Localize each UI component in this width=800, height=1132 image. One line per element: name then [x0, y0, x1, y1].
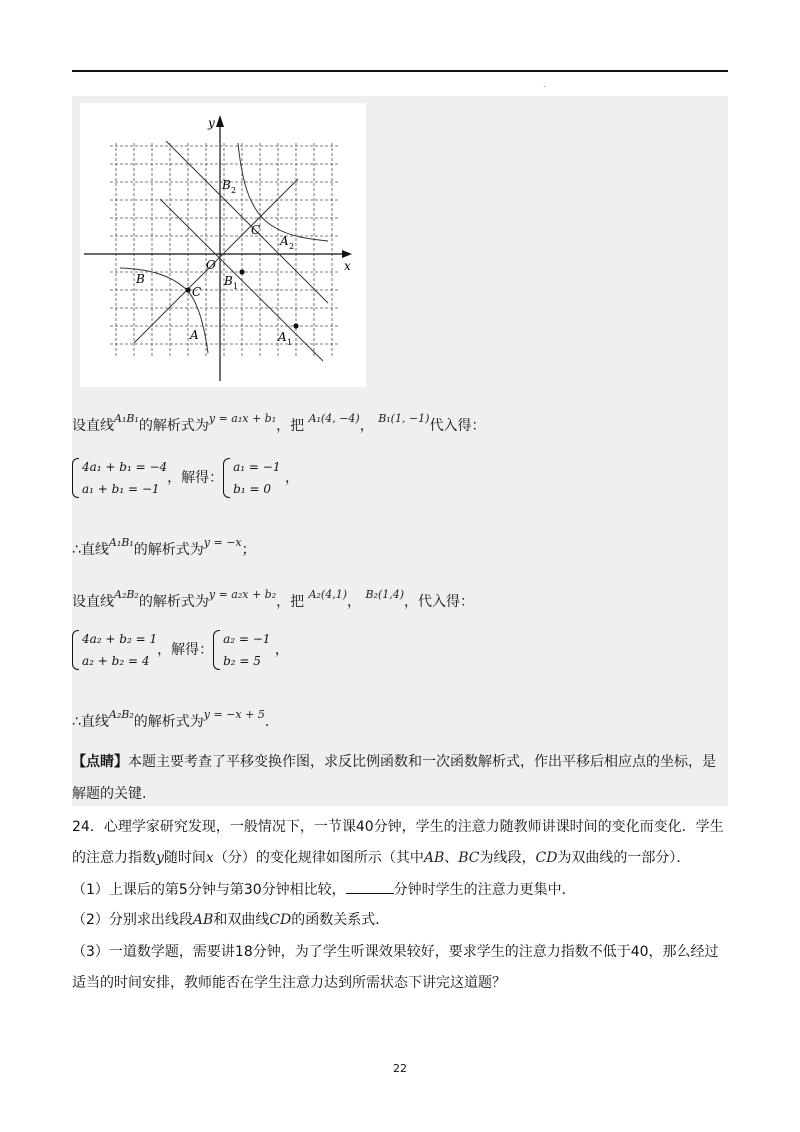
grid: [110, 143, 338, 358]
math-formula: y = a₂x + b₂: [208, 588, 277, 601]
text: 设直线: [72, 594, 114, 610]
comment-line-1: [72, 752, 716, 772]
text: （分）的变化规律如图所示（其中: [213, 850, 424, 866]
math-point: B₂(1,4): [365, 588, 405, 601]
text: 的注意力指数: [72, 850, 156, 866]
math-var: y: [156, 850, 164, 866]
text: 的解析式为: [138, 594, 209, 610]
text: 为双曲线的一部分）．: [557, 850, 691, 866]
coordinate-graph: [80, 103, 366, 387]
label-a1-sub: 1: [287, 338, 293, 347]
question-24-line-2: [72, 848, 690, 868]
math-point: B₁(1, −1): [378, 412, 430, 425]
math-var: AB: [192, 912, 214, 928]
label-b1: B: [224, 274, 233, 288]
label-b: B: [136, 272, 145, 286]
question-24-line-1: [72, 817, 724, 837]
coordinate-figure: [80, 103, 366, 387]
math-var: CD: [269, 912, 292, 928]
answer-blank[interactable]: [346, 879, 394, 894]
text: 分钟时学生的注意力更集中．: [393, 882, 576, 898]
line-y-equals-x: [134, 179, 298, 343]
equation: a₁ = −1: [233, 460, 281, 474]
label-b2-sub: 2: [231, 186, 237, 195]
text: （2）分别求出线段: [72, 912, 193, 928]
point-c-lower: [185, 287, 190, 292]
math-var: x: [205, 850, 214, 866]
math-var: BC: [458, 850, 480, 866]
text: ∴直线: [72, 542, 109, 558]
label-a: A: [190, 328, 199, 342]
point-a1: [293, 323, 298, 328]
conclusion-line-2: [72, 708, 270, 733]
math-line-name: A₁B₁: [108, 536, 134, 549]
label-a1: A: [278, 330, 287, 344]
label-c-lower: C: [192, 285, 202, 299]
text: ，解得：: [157, 642, 214, 658]
y-axis-arrow: [216, 115, 224, 127]
math-point: A₂(4,1): [308, 588, 348, 601]
solution-line-1: [72, 412, 486, 437]
question-24-part-3-line-2: [72, 973, 506, 993]
comment-line-2: [72, 784, 146, 804]
y-axis-label: y: [208, 116, 215, 130]
solution-1: [223, 456, 280, 500]
equation: 4a₂ + b₂ = 1: [82, 632, 158, 646]
comment-text: 解题的关键.: [72, 786, 147, 802]
equation: 4a₁ + b₁ = −4: [82, 460, 168, 474]
line-a2b2: [166, 141, 328, 303]
text: 的解析式为: [138, 418, 209, 434]
text: ∴直线: [72, 714, 109, 730]
text: 的函数关系式．: [291, 912, 390, 928]
math-formula: y = a₁x + b₁: [208, 412, 277, 425]
solution-line-2: [72, 588, 475, 613]
text: 代入得：: [429, 418, 486, 434]
math-line-name: A₁B₁: [114, 412, 139, 425]
equation: b₂ = 5: [223, 654, 261, 668]
text: 和双曲线: [213, 912, 270, 928]
equation: a₂ + b₂ = 4: [82, 654, 150, 668]
text: .: [264, 714, 270, 730]
text: ，: [347, 594, 362, 610]
header-rule: [72, 70, 728, 72]
header-dot: .: [543, 80, 546, 89]
equation-system-2: [72, 628, 289, 672]
text: 为线段，: [479, 850, 536, 866]
text: （3）一道数学题，需要讲18分钟，为了学生听课效果较好，要求学生的注意力指数不低于40，那么经过: [72, 944, 719, 960]
comment-text: 本题主要考查了平移变换作图，求反比例函数和一次函数解析式，作出平移后相应点的坐标，是: [128, 754, 716, 770]
text: 随时间: [163, 850, 206, 866]
math-point: A₁(4, −4): [308, 412, 360, 425]
page-number: 22: [393, 1062, 407, 1075]
text: （1）上课后的第5分钟与第30分钟相比较，: [72, 882, 346, 898]
text: 设直线: [72, 418, 114, 434]
origin-label: O: [206, 258, 216, 272]
label-a2-sub: 2: [289, 242, 295, 251]
conclusion-line-1: [72, 536, 256, 561]
text: ，: [284, 470, 299, 486]
point-b1: [239, 269, 244, 274]
math-var: AB: [423, 850, 445, 866]
question-text: 24．心理学家研究发现，一般情况下，一节课40分钟，学生的注意力随教师讲课时间的变化而变化．学生: [72, 819, 724, 835]
text: 、: [444, 850, 459, 866]
text: ，: [274, 642, 289, 658]
text: 适当的时间安排，教师能否在学生注意力达到所需状态下讲完这道题？: [72, 975, 506, 991]
question-24-part-3-line-1: [72, 942, 719, 962]
text: ，解得：: [167, 470, 224, 486]
question-24-part-1: [72, 879, 576, 900]
comment-tag: 【点睛】: [72, 754, 128, 770]
equation: a₁ + b₁ = −1: [82, 482, 160, 496]
math-line-name: A₂B₂: [108, 708, 134, 721]
math-formula: y = −x: [203, 536, 242, 549]
text: 的解析式为: [133, 542, 204, 558]
line-a1b1: [160, 199, 323, 361]
x-axis-label: x: [344, 259, 351, 273]
system-1: [72, 456, 167, 500]
text: ，代入得：: [404, 594, 475, 610]
text: ，把: [276, 594, 305, 610]
label-b1-sub: 1: [233, 282, 239, 291]
math-formula: y = −x + 5: [203, 708, 265, 721]
label-a2: A: [280, 234, 289, 248]
text: ，把: [276, 418, 305, 434]
equation: a₂ = −1: [223, 632, 271, 646]
system-2: [72, 628, 157, 672]
equation: b₁ = 0: [233, 482, 271, 496]
math-line-name: A₂B₂: [114, 588, 139, 601]
equation-system-1: [72, 456, 299, 500]
x-axis-arrow: [342, 250, 352, 258]
text: 的解析式为: [133, 714, 204, 730]
math-var: CD: [535, 850, 558, 866]
question-24-part-2: [72, 910, 389, 930]
label-b2: B: [222, 178, 231, 192]
label-c-upper: C: [251, 223, 261, 237]
text: ；: [241, 542, 256, 558]
text: ，: [359, 418, 374, 434]
solution-2: [213, 628, 270, 672]
